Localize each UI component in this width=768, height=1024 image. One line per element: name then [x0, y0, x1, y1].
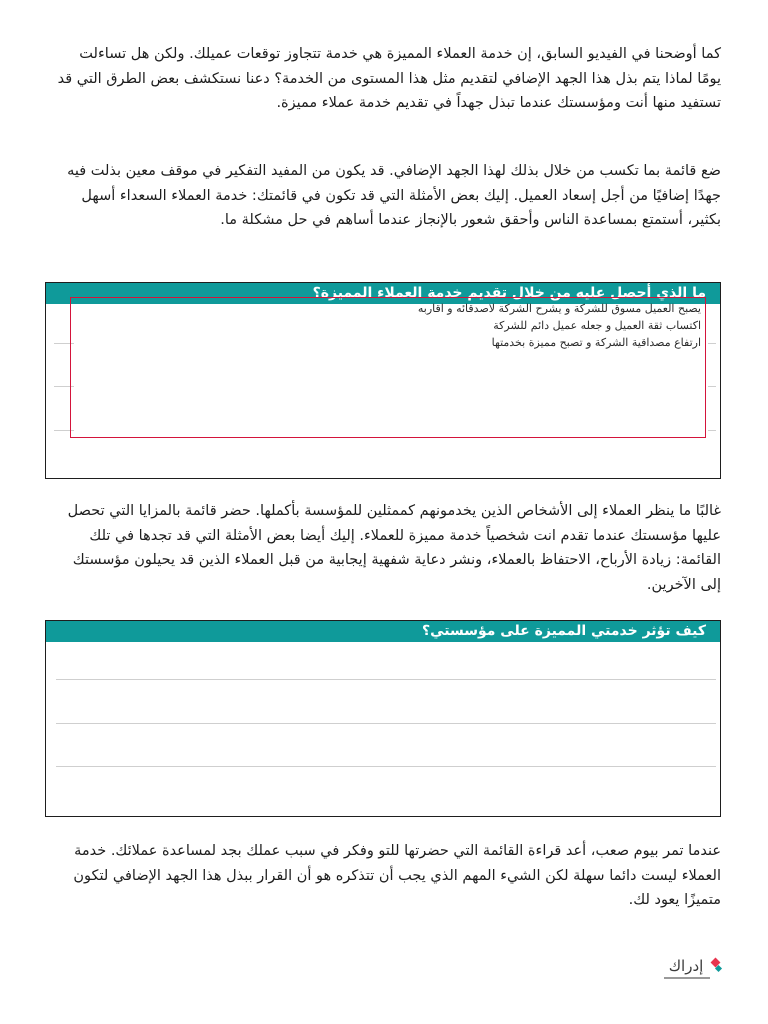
answer-line: يصبح العميل مسوق للشركة و يشرح الشركة لاصدقائه و اقاربه — [417, 302, 701, 315]
organization-benefits-paragraph: غالبًا ما ينظر العملاء إلى الأشخاص الذين يخدمونهم كممثلين للمؤسسة بأكملها. حضر قائمة بالمزايا التي تحصل عليها مؤسستك عندما تقدم انت شخصياً خدمة مميزة للعملاء. إليك أيضا بعض الأمثلة التي قد تجدها في تلك القائمة: زيادة الأرباح، الاحتفاظ بالعملاء، ونشر دعاية شفهية إيجابية من قبل العملاء الذين قد يحيلون مؤسستك إلى الآخرين. — [67, 503, 721, 593]
answer-line: ارتفاع مصداقية الشركة و تصبح مميزة بخدمتها — [491, 336, 701, 349]
list-instructions-paragraph: ضع قائمة بما تكسب من خلال بذلك لهذا الجهد الإضافي. قد يكون من المفيد التفكير في موقف معين بذلت فيه جهدًا إضافيًا من أجل إسعاد العميل. إليك بعض الأمثلة التي قد تكون في قائمتك: خدمة العملاء السعداء أسهل بكثير، أستمتع بمساعدة الناس وأحقق شعور بالإنجاز عندما أساهم في حل مشكلة ما. — [67, 163, 721, 228]
rule-line — [708, 343, 716, 344]
answer-text-area[interactable] — [70, 297, 706, 438]
intro-paragraph: كما أوضحنا في الفيديو السابق، إن خدمة العملاء المميزة هي خدمة تتجاوز توقعات عميلك. ولكن هل تساءلت يومًا لماذا يتم بذل هذا الجهد الإضافي لتقديم مثل هذا المستوى من الخدمة؟ دعنا نستكشف بعض الطرق التي قد تستفيد منها أنت ومؤسستك عندما تبذل جهداً في تقديم خدمة عملاء مميزة. — [57, 46, 721, 111]
writing-line[interactable] — [56, 723, 716, 724]
writing-line[interactable] — [56, 766, 716, 767]
rule-line — [708, 386, 716, 387]
logo-wordmark: إدراك — [668, 957, 704, 975]
organization-impact-title: كيف تؤثر خدمتي المميزة على مؤسستي؟ — [46, 621, 720, 642]
edraak-logo — [660, 953, 724, 983]
benefits-personal-box — [45, 282, 721, 479]
benefits-personal-title: ما الذي أحصل عليه من خلال تقديم خدمة العملاء المميزة؟ — [46, 283, 720, 304]
rule-line — [708, 430, 716, 431]
edraak-logo-icon — [660, 953, 724, 983]
answer-line: اكتساب ثقة العميل و جعله عميل دائم للشركة — [493, 319, 701, 332]
organization-impact-box — [45, 620, 721, 817]
writing-line[interactable] — [56, 679, 716, 680]
closing-paragraph: عندما تمر بيوم صعب، أعد قراءة القائمة التي حضرتها للتو وفكر في سبب عملك بجد لمساعدة عملائك. خدمة العملاء ليست دائما سهلة لكن الشيء المهم الذي يجب أن تتذكره هو أن القرار ببذل هذا الجهد الإضافي لتكون متميزًا يعود لك. — [73, 843, 721, 908]
